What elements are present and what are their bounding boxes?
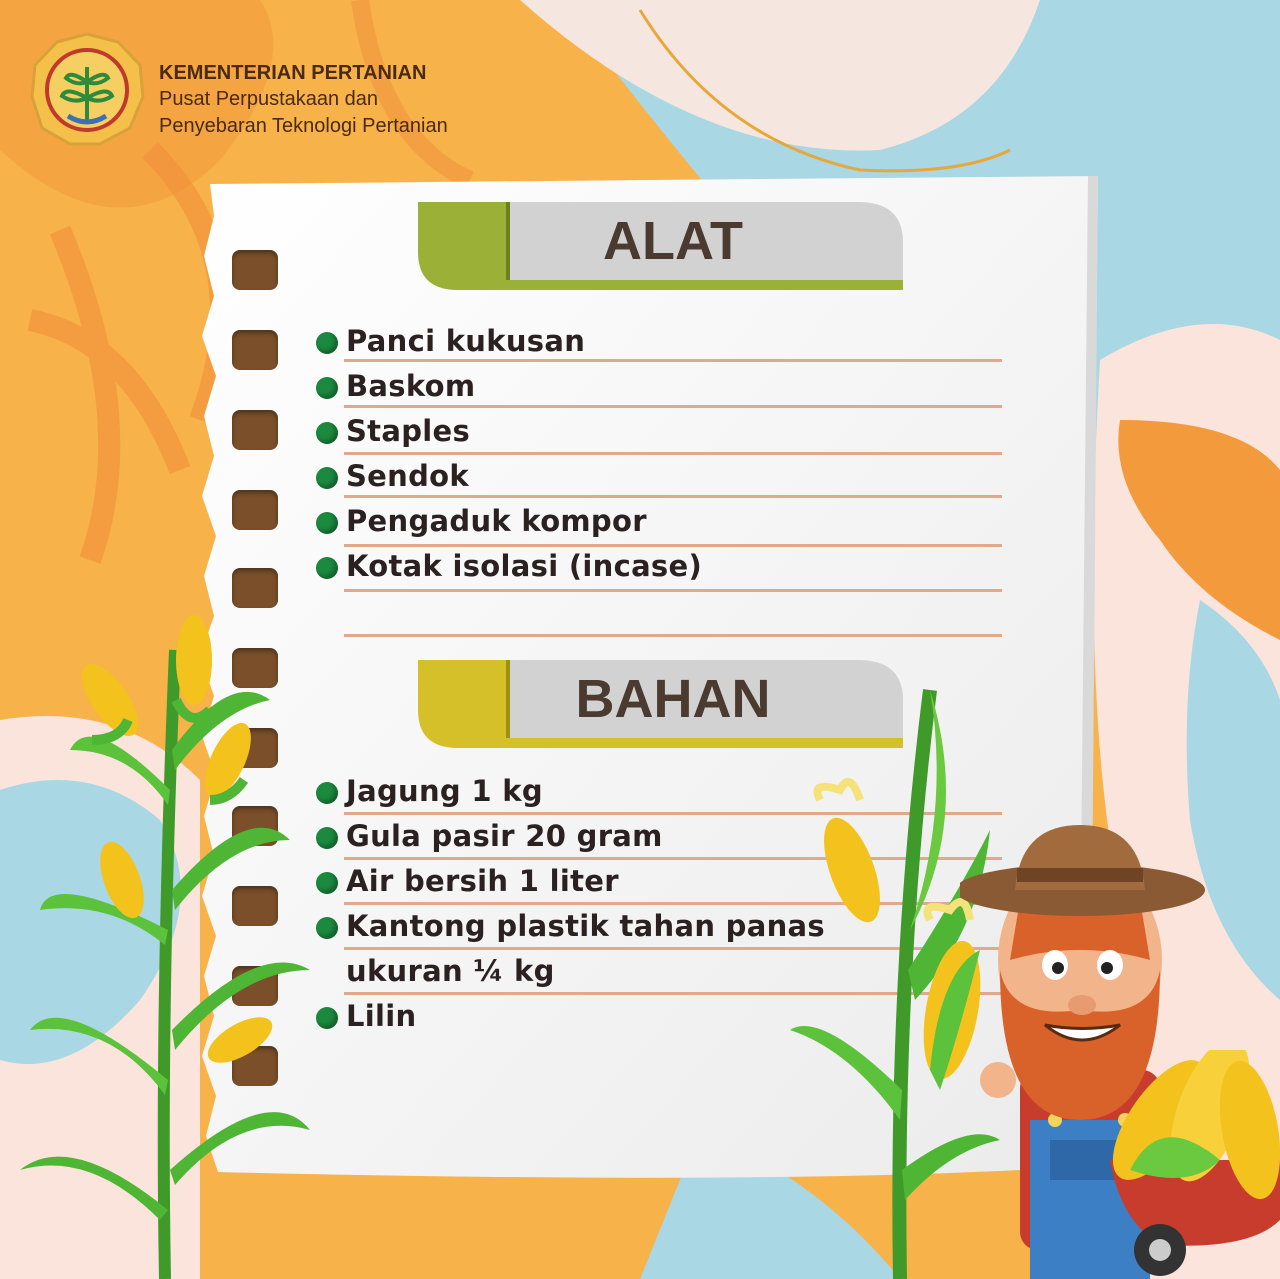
binder-hole [232, 490, 278, 530]
list-item-label: Gula pasir 20 gram [346, 819, 663, 853]
unit-line-1: Pusat Perpustakaan dan [159, 88, 379, 110]
list-item-label: Baskom [346, 369, 476, 403]
binder-hole [232, 410, 278, 450]
list-item [316, 412, 1002, 456]
bullet-icon [316, 512, 338, 534]
bahan-title: BAHAN [575, 669, 771, 729]
list-item-label: Kantong plastik tahan panas [346, 909, 825, 943]
list-item-label: Kotak isolasi (incase) [346, 549, 703, 583]
divider [344, 405, 1002, 408]
alat-banner [418, 202, 903, 290]
alat-title: ALAT [603, 211, 743, 271]
binder-hole [232, 250, 278, 290]
list-item-label: Air bersih 1 liter [346, 864, 619, 898]
unit-line-2: Penyebaran Teknologi Pertanian [159, 115, 448, 137]
header-text [159, 60, 579, 140]
wheelbarrow-icon [1100, 1050, 1280, 1279]
bullet-icon [316, 377, 338, 399]
list-item-label: Panci kukusan [346, 324, 586, 358]
list-item [316, 367, 1002, 411]
list-item-label: Jagung 1 kg [346, 774, 543, 808]
divider [344, 634, 1002, 637]
divider [344, 359, 1002, 362]
list-item [316, 322, 1002, 366]
binder-hole [232, 568, 278, 608]
list-item [316, 457, 1002, 501]
divider [344, 495, 1002, 498]
list-item-label: Pengaduk kompor [346, 504, 647, 538]
bullet-icon [316, 467, 338, 489]
divider [344, 452, 1002, 455]
list-item-label: Staples [346, 414, 471, 448]
list-item-label: Sendok [346, 459, 469, 493]
org-name: KEMENTERIAN PERTANIAN [159, 62, 427, 84]
bullet-icon [316, 422, 338, 444]
list-item-label: ukuran ¼ kg [346, 954, 555, 988]
binder-hole [232, 330, 278, 370]
list-item [316, 547, 1002, 591]
ministry-logo-icon [30, 32, 145, 147]
bullet-icon [316, 332, 338, 354]
list-item [316, 502, 1002, 546]
divider [344, 589, 1002, 592]
corn-plant-icon [10, 610, 320, 1279]
bullet-icon [316, 557, 338, 579]
list-item-label: Lilin [346, 999, 417, 1033]
